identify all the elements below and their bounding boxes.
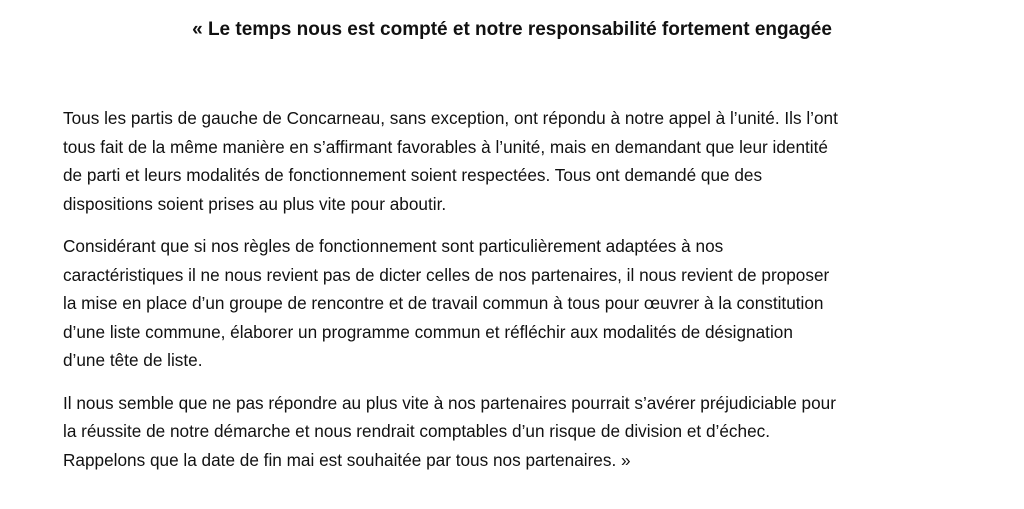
paragraph-2 (63, 232, 963, 375)
text-line: la mise en place d’un groupe de rencontre et de travail commun à tous pour œuvrer à la constitution (63, 293, 824, 313)
text-line: Il nous semble que ne pas répondre au plus vite à nos partenaires pourrait s’avérer préjudiciable pour (63, 392, 836, 413)
text-line: de parti et leurs modalités de fonctionnement soient respectées. Tous ont demandé que des (63, 165, 763, 185)
text-line: dispositions soient prises au plus vite pour aboutir. (63, 193, 447, 214)
paragraph-3 (63, 389, 963, 475)
text-line: tous fait de la même manière en s’affirmant favorables à l’unité, mais en demandant que leur identité (63, 136, 828, 157)
text-line: Considérant que si nos règles de fonctionnement sont particulièrement adaptées à nos (63, 236, 724, 256)
document-body (63, 104, 963, 488)
text-line: d’une liste commune, élaborer un programme commun et réfléchir aux modalités de désignation (63, 321, 793, 342)
text-line: caractéristiques il ne nous revient pas de dicter celles de nos partenaires, il nous revient de proposer (63, 264, 830, 285)
text-line: Tous les partis de gauche de Concarneau, sans exception, ont répondu à notre appel à l’unité. Ils l’ont (63, 108, 838, 128)
text-line: Rappelons que la date de fin mai est souhaitée par tous nos partenaires. » (63, 449, 631, 470)
document-title: « Le temps nous est compté et notre responsabilité fortement engagée (192, 19, 832, 40)
paragraph-1 (63, 104, 963, 218)
text-line: d’une tête de liste. (63, 350, 203, 370)
text-line: la réussite de notre démarche et nous rendrait comptables d’un risque de division et d’échec. (63, 421, 771, 441)
